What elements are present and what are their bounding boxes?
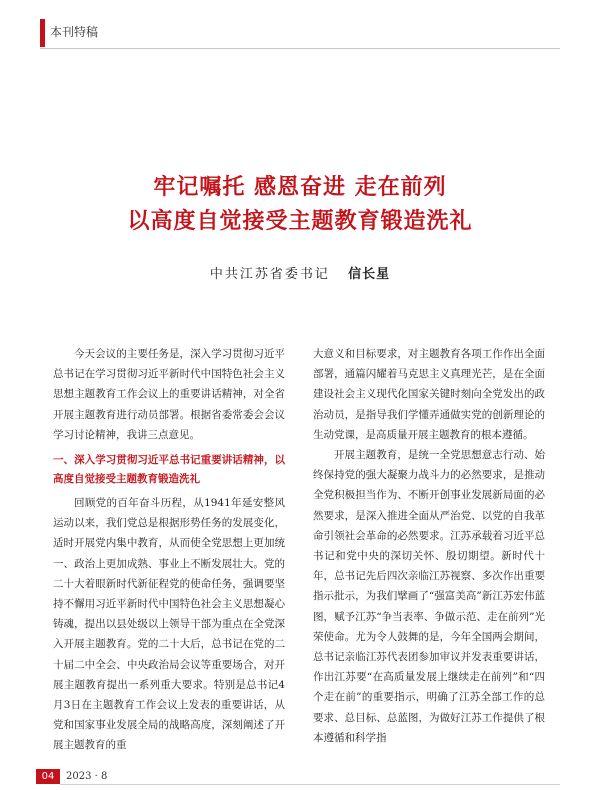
footer-divider — [60, 784, 560, 785]
body-paragraph: 大意义和目标要求，对主题教育各项工作作出全面部署，通篇闪耀着马克思主义真理光芒，是在全面建设社会主义现代化国家关键时刻向全党发出的政治动员，是指导我们学懂弄通做实党的创新理论的生动党课，是高质量开展主题教育的根本遵循。 — [313, 348, 545, 441]
body-paragraph: 今天会议的主要任务是，深入学习贯彻习近平总书记在学习贯彻习近平新时代中国特色社会主义思想主题教育工作会议上的重要讲话精神，对全省开展主题教育进行动员部署。根据省委常委会会议学习讨论精神，我讲三点意见。 — [53, 348, 285, 441]
body-paragraph: 开展主题教育，是统一全党思想意志行动、始终保持党的强大凝聚力战斗力的必然要求，是推动全党积极担当作为、不断开创事业发展新局面的必然要求，是深入推进全面从严治党、以党的自我革命引领社会革命的必然要求。江苏承载着习近平总书记和党中央的深切关怀、殷切期望。新时代十年，总书记先后四次亲临江苏视察、多次作出重要指示批示，为我们擘画了“强富美高”新江苏宏伟蓝图，赋予江苏“争当表率、争做示范、走在前列”光荣使命。尤为令人鼓舞的是，今年全国两会期间，总书记亲临江苏代表团参加审议并发表重要讲话，作出江苏要“在高质量发展上继续走在前列”和“四个走在前”的重要指示，明确了江苏全部工作的总要求、总目标、总蓝图，为做好江苏工作提供了根本遵循和科学指 — [313, 449, 545, 744]
section-heading: 一、深入学习贯彻习近平总书记重要讲话精神，以高度自觉接受主题教育锻造洗礼 — [53, 454, 285, 486]
section-label: 本刊特稿 — [50, 25, 99, 39]
issue-label: 2023 · 8 — [66, 771, 108, 782]
body-column-right — [313, 344, 545, 748]
body-column-left — [53, 344, 285, 756]
body-paragraph: 回顾党的百年奋斗历程，从1941年延安整风运动以来，我们党总是根据形势任务的发展变化，适时开展党内集中教育，从而使全党思想上更加统一、政治上更加成熟、事业上不断发展壮大。党的二十大着眼新时代新征程党的使命任务，强调要坚持不懈用习近平新时代中国特色社会主义思想凝心铸魂，提出以县处级以上领导干部为重点在全党深入开展主题教育。党的二十大后，总书记在党的二十届二中全会、中央政治局会议等重要场合，对开展主题教育提出一系列重大要求。特别是总书记4月3日在主题教育工作会议上发表的重要讲话，从党和国家事业发展全局的战略高度，深刻阐述了开展主题教育的重 — [53, 497, 285, 752]
page-number: 04 — [36, 769, 60, 784]
author-name: 信长星 — [348, 267, 391, 282]
author-byline — [0, 263, 600, 282]
article-title-line1: 牢记嘱托 感恩奋进 走在前列 — [153, 175, 447, 200]
header-accent-bar — [40, 19, 45, 47]
header-divider — [40, 48, 560, 49]
article-title-line2: 以高度自觉接受主题教育锻造洗礼 — [127, 209, 473, 234]
author-organization: 中共江苏省委书记 — [209, 267, 330, 282]
